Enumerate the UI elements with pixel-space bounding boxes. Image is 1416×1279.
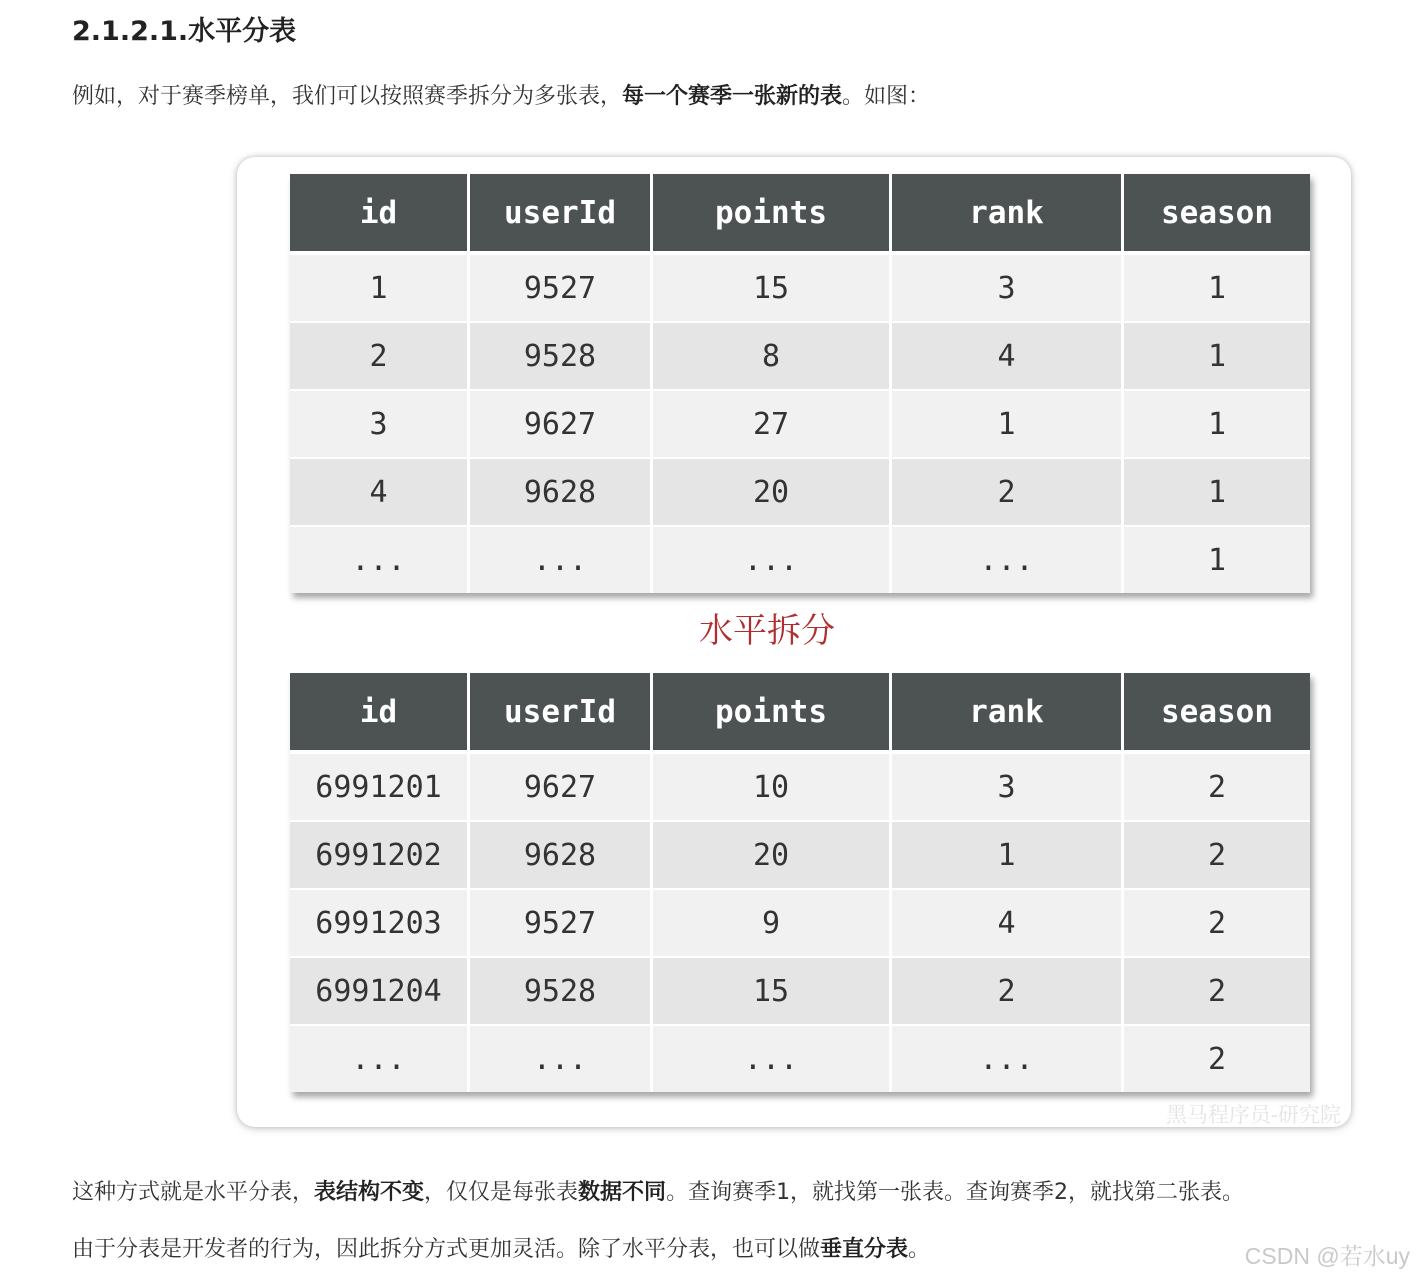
table-row <box>290 526 1310 593</box>
table-header-row <box>290 174 1310 253</box>
table-cell: 2 <box>1123 752 1311 821</box>
column-header-1: userId <box>469 673 652 752</box>
table-cell: 15 <box>652 253 891 322</box>
horizontal-split-figure <box>237 157 1351 1127</box>
table-row <box>290 957 1310 1025</box>
table-cell: 9528 <box>469 957 652 1025</box>
table-cell: 2 <box>891 957 1123 1025</box>
season-1-table <box>290 174 1310 593</box>
table-cell: 9628 <box>469 458 652 526</box>
table-cell: 9528 <box>469 322 652 390</box>
table-cell: 3 <box>290 390 469 458</box>
table-cell: 6991201 <box>290 752 469 821</box>
table-cell: 9527 <box>469 889 652 957</box>
column-header-0: id <box>290 673 469 752</box>
intro-paragraph <box>72 81 930 113</box>
intro-text: 例如，对于赛季榜单，我们可以按照赛季拆分为多张表， <box>72 84 623 109</box>
para2-bold-1: 表结构不变 <box>314 1180 425 1205</box>
table-cell: 20 <box>652 458 891 526</box>
table-cell: ... <box>290 1025 469 1092</box>
table-cell: 8 <box>652 322 891 390</box>
column-header-2: points <box>652 673 891 752</box>
table-cell: 6991203 <box>290 889 469 957</box>
table-cell: 1 <box>1123 526 1311 593</box>
table-body <box>290 752 1310 1092</box>
table-cell: 1 <box>891 821 1123 889</box>
table-cell: 1 <box>1123 253 1311 322</box>
table-cell: 15 <box>652 957 891 1025</box>
split-label: 水平拆分 <box>699 611 835 651</box>
table-cell: 2 <box>290 322 469 390</box>
table-cell: 9627 <box>469 390 652 458</box>
table-cell: ... <box>891 526 1123 593</box>
table-row <box>290 1025 1310 1092</box>
table-cell: 1 <box>290 253 469 322</box>
table-cell: 3 <box>891 253 1123 322</box>
table-row <box>290 752 1310 821</box>
table-cell: 27 <box>652 390 891 458</box>
intro-bold: 每一个赛季一张新的表 <box>622 84 843 109</box>
table-cell: 10 <box>652 752 891 821</box>
table-cell: 4 <box>891 322 1123 390</box>
table-cell: 4 <box>891 889 1123 957</box>
para3-bold: 垂直分表 <box>820 1237 909 1262</box>
table-cell: 2 <box>1123 889 1311 957</box>
table-cell: ... <box>469 526 652 593</box>
table-row <box>290 253 1310 322</box>
table-cell: 9 <box>652 889 891 957</box>
table-cell: 2 <box>1123 1025 1311 1092</box>
season-2-table <box>290 673 1310 1092</box>
para3-text-2: 。 <box>908 1237 931 1262</box>
table-row <box>290 322 1310 390</box>
table-cell: 9628 <box>469 821 652 889</box>
table-cell: 1 <box>1123 322 1311 390</box>
table-cell: 6991204 <box>290 957 469 1025</box>
table-cell: 4 <box>290 458 469 526</box>
para3-text-1: 由于分表是开发者的行为，因此拆分方式更加灵活。除了水平分表，也可以做 <box>72 1237 821 1262</box>
table-cell: 2 <box>1123 957 1311 1025</box>
table-cell: 6991202 <box>290 821 469 889</box>
table-header-row <box>290 673 1310 752</box>
table-cell: 1 <box>1123 458 1311 526</box>
vertical-split-paragraph <box>72 1234 930 1266</box>
table-row <box>290 390 1310 458</box>
figure-watermark: 黑马程序员-研究院 <box>1165 1103 1341 1127</box>
para2-text-3: 。查询赛季1，就找第一张表。查询赛季2，就找第二张表。 <box>666 1180 1245 1205</box>
table-cell: ... <box>652 526 891 593</box>
table-row <box>290 821 1310 889</box>
table-cell: 20 <box>652 821 891 889</box>
column-header-3: rank <box>891 174 1123 253</box>
intro-text-end: 。如图： <box>842 84 931 109</box>
column-header-0: id <box>290 174 469 253</box>
column-header-1: userId <box>469 174 652 253</box>
table-cell: 1 <box>891 390 1123 458</box>
page-watermark: CSDN @若水uy <box>1244 1243 1410 1269</box>
table-cell: 2 <box>1123 821 1311 889</box>
table-cell: ... <box>891 1025 1123 1092</box>
column-header-2: points <box>652 174 891 253</box>
para2-bold-2: 数据不同 <box>578 1180 667 1205</box>
explanation-paragraph <box>72 1177 1244 1209</box>
table-cell: 2 <box>891 458 1123 526</box>
column-header-3: rank <box>891 673 1123 752</box>
para2-text-2: ，仅仅是每张表 <box>424 1180 579 1205</box>
table-cell: 3 <box>891 752 1123 821</box>
section-heading: 2.1.2.1.水平分表 <box>72 16 297 47</box>
table-cell: 1 <box>1123 390 1311 458</box>
table-cell: ... <box>290 526 469 593</box>
table-cell: ... <box>469 1025 652 1092</box>
table-cell: 9627 <box>469 752 652 821</box>
column-header-4: season <box>1123 673 1311 752</box>
table-cell: 9527 <box>469 253 652 322</box>
table-cell: ... <box>652 1025 891 1092</box>
table-row <box>290 889 1310 957</box>
column-header-4: season <box>1123 174 1311 253</box>
para2-text-1: 这种方式就是水平分表， <box>72 1180 315 1205</box>
table-row <box>290 458 1310 526</box>
table-body <box>290 253 1310 593</box>
